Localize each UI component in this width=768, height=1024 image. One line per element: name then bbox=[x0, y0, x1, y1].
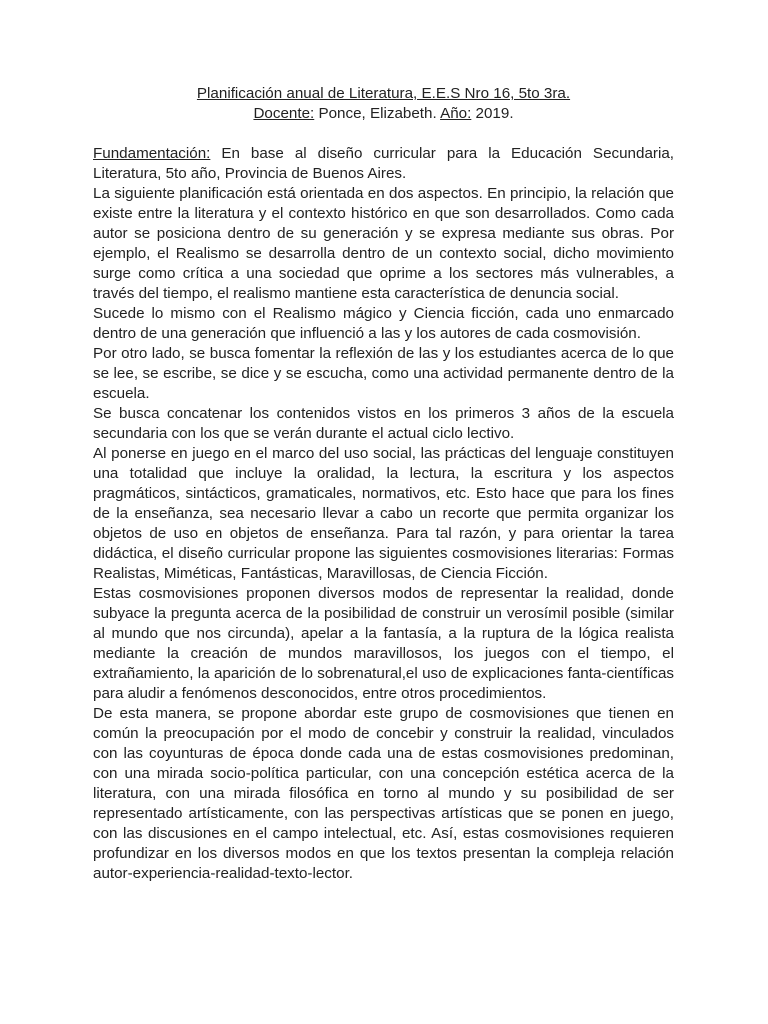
fundamentacion-text: En base al diseño curricular para la Educación Secundaria, Literatura, 5to año, Provincia de Buenos Aires. bbox=[93, 145, 674, 182]
fundamentacion-paragraph bbox=[93, 144, 674, 184]
teacher-label: Docente: bbox=[253, 105, 315, 122]
body-paragraph: De esta manera, se propone abordar este grupo de cosmovisiones que tienen en común la preocupación por el modo de concebir y construir la realidad, vinculados con las coyunturas de época donde cada una de estas cosmovisiones predominan, con una mirada socio-política particular, con una concepción estética acerca de la literatura, con una mirada filosófica en torno al mundo y su posibilidad de ser representado artísticamente, con las perspectivas artísticas que se ponen en juego, con las discusiones en el campo intelectual, etc. Así, estas cosmovisiones requieren profundizar en los diversos modos en que los textos presentan la compleja relación autor-experiencia-realidad-texto-lector. bbox=[93, 705, 674, 882]
teacher-year-line bbox=[93, 104, 674, 124]
document-header bbox=[93, 84, 674, 124]
document-title: Planificación anual de Literatura, E.E.S Nro 16, 5to 3ra. bbox=[196, 85, 571, 102]
document-body bbox=[93, 144, 674, 884]
body-paragraph: Se busca concatenar los contenidos vistos en los primeros 3 años de la escuela secundaria con los que se verán durante el actual ciclo lectivo. bbox=[93, 405, 674, 442]
body-paragraph: Estas cosmovisiones proponen diversos modos de representar la realidad, donde subyace la pregunta acerca de la posibilidad de construir un verosímil posible (similar al mundo que nos circunda), apelar a la fantasía, a la ruptura de la lógica realista mediante la creación de mundos maravillosos, los juegos con el tiempo, el extrañamiento, la aparición de lo sobrenatural,el uso de explicaciones fanta-científicas para aludir a fenómenos desconocidos, entre otros procedimientos. bbox=[93, 585, 674, 702]
header-spacer bbox=[93, 124, 674, 144]
year-label: Año: bbox=[440, 105, 472, 122]
body-paragraph: La siguiente planificación está orientada en dos aspectos. En principio, la relación que existe entre la literatura y el contexto histórico en que son desarrollados. Como cada autor se posiciona dentro de su generación y se expresa mediante sus obras. Por ejemplo, el Realismo se desarrolla dentro de un contexto social, dicho movimiento surge como crítica a una sociedad que oprime a los sectores más vulnerables, a través del tiempo, el realismo mantiene esta característica de denuncia social. bbox=[93, 185, 674, 302]
teacher-name: Ponce, Elizabeth. bbox=[314, 105, 441, 122]
body-paragraph: Al ponerse en juego en el marco del uso social, las prácticas del lenguaje constituyen una totalidad que incluye la oralidad, la lectura, la escritura y los aspectos pragmáticos, sintácticos, gramaticales, normativos, etc. Esto hace que para los fines de la enseñanza, sea necesario llevar a cabo un recorte que permita organizar los objetos de uso en objetos de enseñanza. Para tal razón, y para orientar la tarea didáctica, el diseño curricular propone las siguientes cosmovisiones literarias: Formas Realistas, Miméticas, Fantásticas, Maravillosas, de Ciencia Ficción. bbox=[93, 445, 674, 582]
body-paragraph: Por otro lado, se busca fomentar la reflexión de las y los estudiantes acerca de lo que se lee, se escribe, se dice y se escucha, como una actividad permanente dentro de la escuela. bbox=[93, 345, 674, 402]
year-value: 2019. bbox=[471, 105, 514, 122]
document-page bbox=[93, 84, 674, 884]
fundamentacion-label: Fundamentación: bbox=[93, 145, 211, 162]
body-paragraph: Sucede lo mismo con el Realismo mágico y Ciencia ficción, cada uno enmarcado dentro de una generación que influenció a las y los autores de cada cosmovisión. bbox=[93, 305, 674, 342]
